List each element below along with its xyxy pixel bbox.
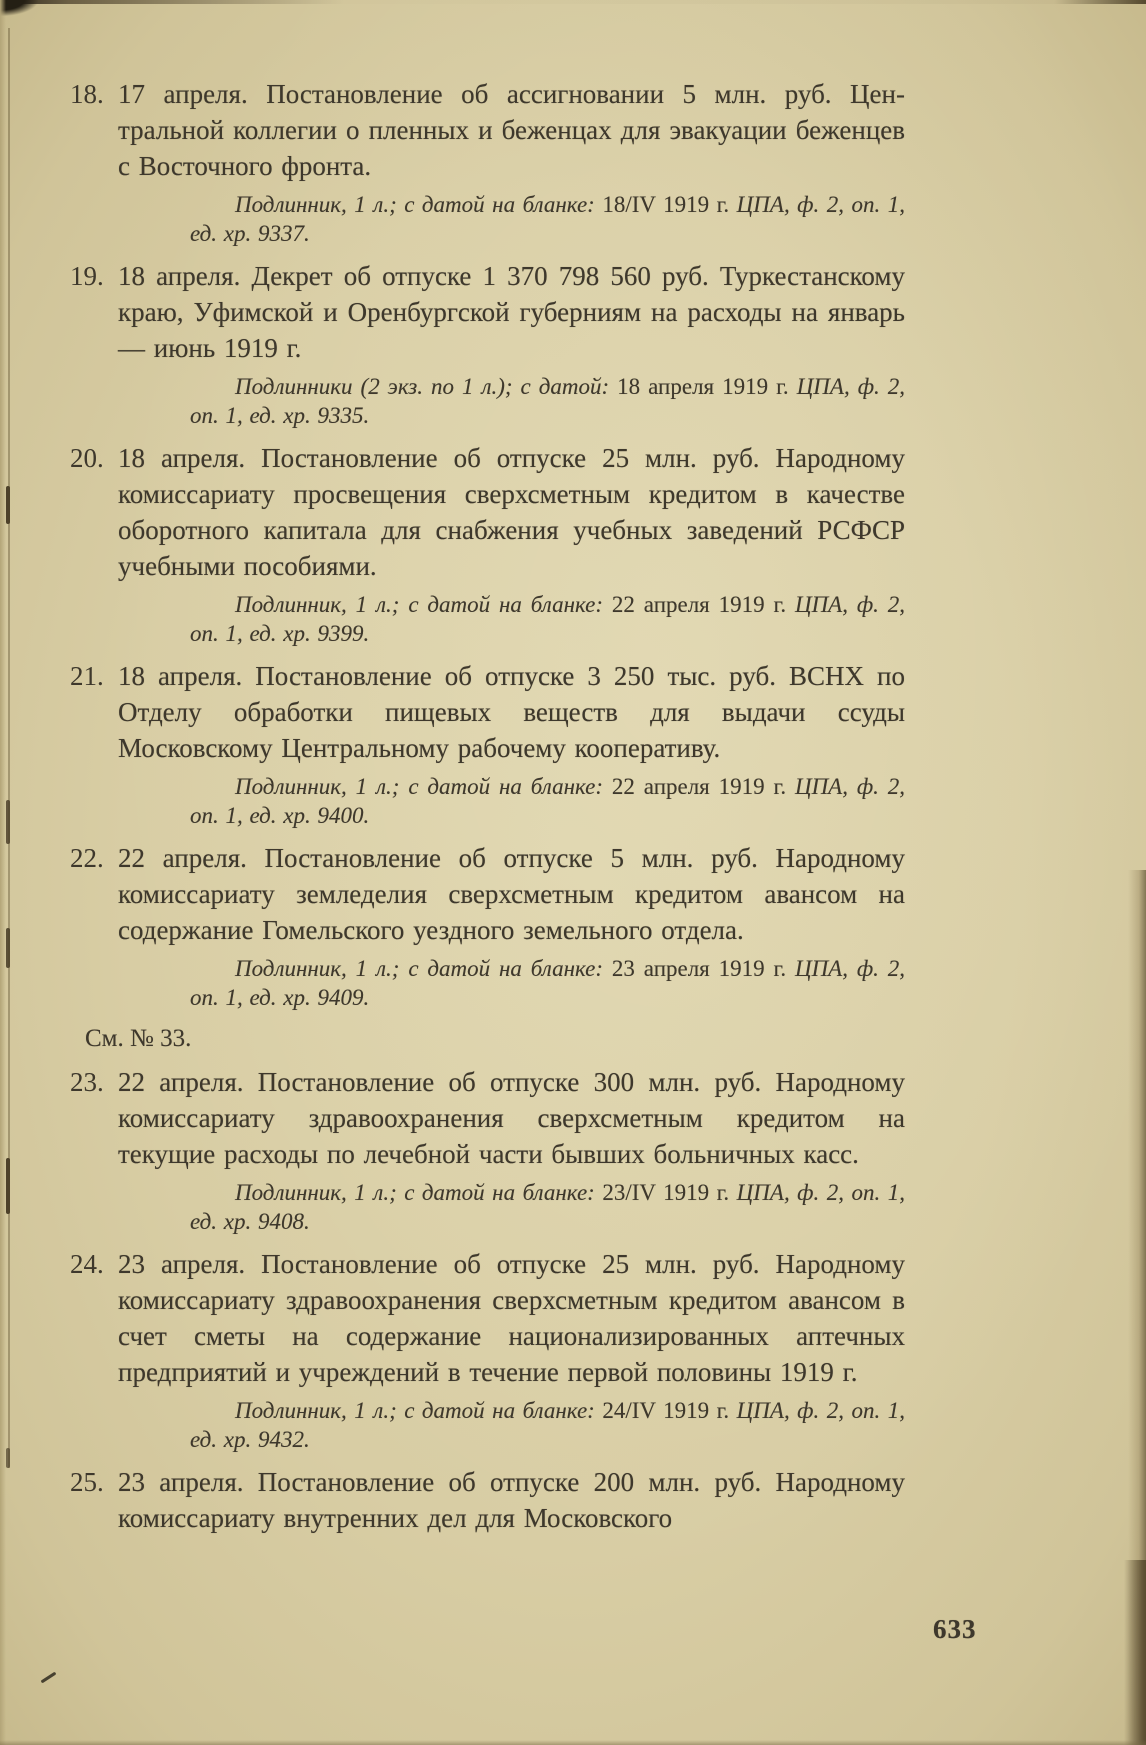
entry-source bbox=[190, 772, 905, 830]
entry-body: 18 апреля. Декрет об отпуске 1 370 798 560 руб. Туркестанскому краю, Уфимской и Оренбургской губерниям на расходы на январь — июнь 1919 г. bbox=[118, 261, 905, 363]
catalog-entry-23 bbox=[70, 1064, 905, 1236]
source-description: Подлинник, 1 л.; с датой на бланке: bbox=[235, 956, 604, 981]
catalog-entry-19 bbox=[70, 258, 906, 430]
page-number: 633 bbox=[933, 1614, 977, 1644]
entry-number: 25. bbox=[70, 1467, 104, 1497]
source-description: Подлинник, 1 л.; с датой на бланке: bbox=[235, 774, 604, 799]
source-archive-ref: ЦПА, ф. 2, оп. 1, ед. хр. 9335. bbox=[190, 374, 906, 428]
source-description: Подлинник, 1 л.; с датой на бланке: bbox=[235, 1398, 595, 1423]
entry-body: 18 апреля. Постановление об отпуске 25 млн. руб. Народному комиссариату просвещения сверхсметным кредитом в качестве оборотного капитала для снабжения учебных заведений РСФСР учебными пособиями. bbox=[118, 443, 905, 581]
entry-source bbox=[190, 590, 905, 648]
entry-source bbox=[190, 372, 905, 430]
catalog-entry-24 bbox=[70, 1246, 905, 1454]
text-column bbox=[70, 76, 906, 1546]
catalog-entry-21 bbox=[70, 658, 906, 830]
catalog-entry-22 bbox=[70, 840, 906, 1054]
entry-source bbox=[190, 954, 905, 1012]
entry-number: 19. bbox=[70, 261, 104, 291]
scan-top-edge bbox=[0, 0, 1146, 4]
source-archive-ref: ЦПА, ф. 2, оп. 1, ед. хр. 9408. bbox=[190, 1180, 905, 1234]
source-description: Подлинник, 1 л.; с датой на бланке: bbox=[235, 192, 595, 217]
catalog-entry-25 bbox=[70, 1464, 905, 1536]
source-date: 22 апреля 1919 г. bbox=[611, 592, 787, 617]
source-archive-ref: ЦПА, ф. 2, оп. 1, ед. хр. 9399. bbox=[190, 592, 906, 646]
source-archive-ref: ЦПА, ф. 2, оп. 1, ед. хр. 9432. bbox=[190, 1398, 905, 1452]
entry-body: 23 апреля. Постановление об отпуске 25 млн. руб. Народному комиссариату здравоохранения сверхсметным кредитом авансом в счет сметы на содержание национализированных аптечных предприятий и учреждений в течение первой половины 1919 г. bbox=[118, 1249, 905, 1387]
entry-number: 20. bbox=[70, 443, 104, 473]
entry-body: 17 апреля. Постановление об ассигновании 5 млн. руб. Центральной коллегии о пленных и беженцах для эвакуации беженцев с Восточного фронта. bbox=[118, 79, 905, 181]
pen-mark bbox=[41, 1672, 57, 1684]
entry-number: 24. bbox=[70, 1249, 104, 1279]
source-archive-ref: ЦПА, ф. 2, оп. 1, ед. хр. 9409. bbox=[190, 956, 906, 1010]
entry-number: 18. bbox=[70, 79, 104, 109]
gutter-mark bbox=[6, 800, 10, 844]
entry-source bbox=[190, 1396, 905, 1454]
entry-source bbox=[190, 190, 905, 248]
source-description: Подлинники (2 экз. по 1 л.); с датой: bbox=[235, 374, 610, 399]
entry-body: 22 апреля. Постановление об отпуске 300 млн. руб. Народному комиссариату здравоохранения сверхсметным кредитом на текущие расходы по лечебной части бывших больничных касс. bbox=[118, 1067, 905, 1169]
source-date: 24/IV 1919 г. bbox=[602, 1398, 730, 1423]
source-description: Подлинник, 1 л.; с датой на бланке: bbox=[235, 592, 604, 617]
catalog-entry-20 bbox=[70, 440, 906, 648]
source-description: Подлинник, 1 л.; с датой на бланке: bbox=[235, 1180, 595, 1205]
gutter-mark bbox=[6, 1448, 10, 1468]
source-date: 23 апреля 1919 г. bbox=[611, 956, 787, 981]
scan-left-edge bbox=[0, 0, 6, 1745]
source-date: 18 апреля 1919 г. bbox=[617, 374, 789, 399]
entry-source bbox=[190, 1178, 905, 1236]
entry-body: 23 апреля. Постановление об отпуске 200 млн. руб. Народному комиссариату внутренних дел для Московского bbox=[118, 1467, 905, 1533]
entry-body: 22 апреля. Постановление об отпуске 5 млн. руб. Народному комиссариату земледелия сверхсметным кредитом авансом на содержание Гомельского уездного земельного отдела. bbox=[118, 843, 905, 945]
entry-body: 18 апреля. Постановление об отпуске 3 250 тыс. руб. ВСНХ по Отделу обработки пищевых веществ для выдачи ссуды Московскому Центральному рабочему кооперативу. bbox=[118, 661, 905, 763]
source-archive-ref: ЦПА, ф. 2, оп. 1, ед. хр. 9337. bbox=[190, 192, 905, 246]
entry-number: 21. bbox=[70, 661, 104, 691]
scan-bottom-edge bbox=[0, 1740, 1146, 1745]
scan-right-page-edges-dark bbox=[1124, 1560, 1146, 1745]
source-date: 22 апреля 1919 г. bbox=[611, 774, 787, 799]
source-date: 23/IV 1919 г. bbox=[602, 1180, 730, 1205]
gutter-mark bbox=[6, 1158, 10, 1214]
entry-number: 22. bbox=[70, 843, 104, 873]
source-date: 18/IV 1919 г. bbox=[602, 192, 730, 217]
page-gutter-line bbox=[8, 28, 10, 1468]
gutter-mark bbox=[6, 486, 10, 524]
source-archive-ref: ЦПА, ф. 2, оп. 1, ед. хр. 9400. bbox=[190, 774, 906, 828]
gutter-mark bbox=[6, 928, 10, 968]
cross-reference-note: См. № 33. bbox=[85, 1025, 192, 1052]
catalog-entry-18 bbox=[70, 76, 905, 248]
entry-number: 23. bbox=[70, 1067, 104, 1097]
